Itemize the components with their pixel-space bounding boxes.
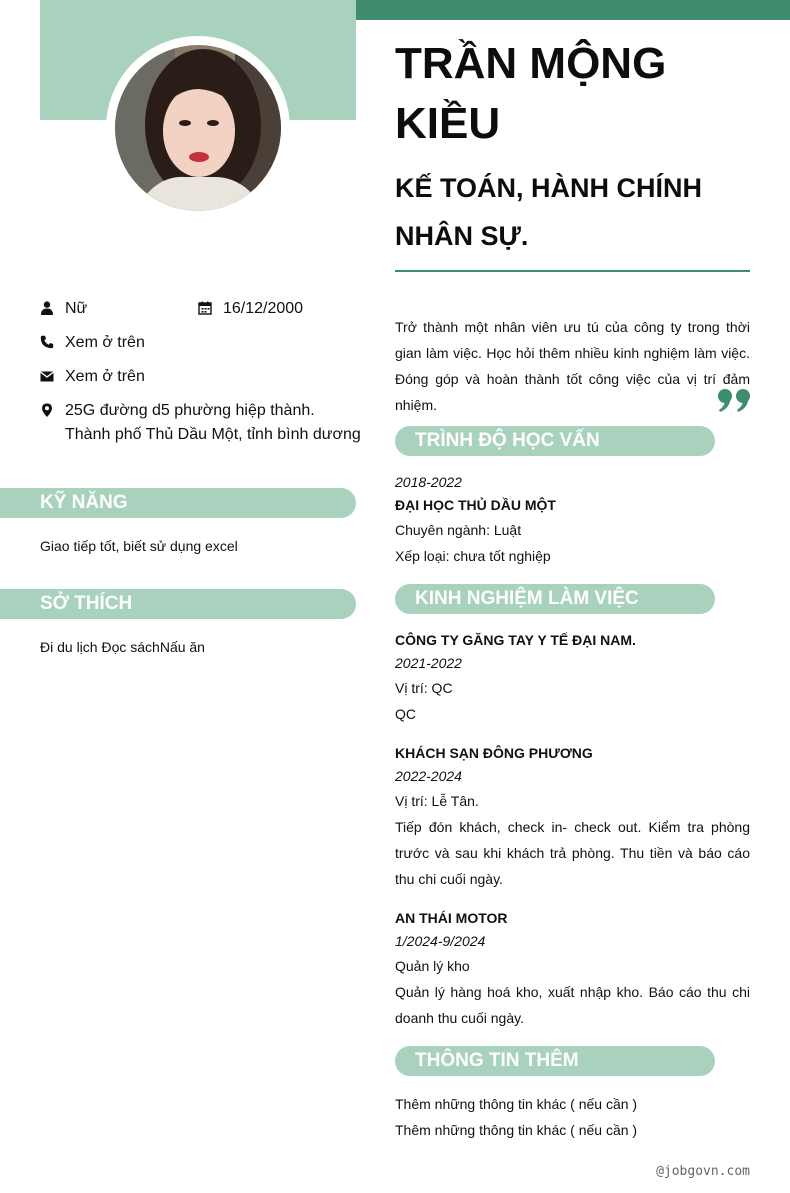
education-period: 2018-2022 [395,474,462,490]
education-rank: Xếp loại: chưa tốt nghiệp [395,548,551,564]
career-objective: Trở thành một nhân viên ưu tú của công ty trong thời gian làm việc. Học hỏi thêm nhiều kinh nghiệm làm việc. Đóng góp và hoàn thành tốt công việc của vị trí đảm nhiệm. [395,319,750,413]
candidate-name: TRẦN MỘNG KIỀU [395,39,667,148]
calendar-icon [198,301,212,315]
email-value: Xem ở trên [65,368,145,385]
additional-line: Thêm những thông tin khác ( nếu cần ) [395,1096,638,1112]
avatar-portrait [115,45,281,211]
job-period: 1/2024-9/2024 [395,933,486,949]
gender-value: Nữ [65,300,88,317]
birthday-value: 16/12/2000 [223,300,304,317]
address-line1: 25G đường d5 phường hiệp thành. [65,402,315,419]
education-major: Chuyên ngành: Luật [395,522,522,538]
job-company: KHÁCH SẠN ĐÔNG PHƯƠNG [395,745,593,761]
education-school: ĐẠI HỌC THỦ DẦU MỘT [395,497,556,513]
watermark: @jobgovn.com [656,1164,750,1179]
job-title: KẾ TOÁN, HÀNH CHÍNH NHÂN SỰ. [395,173,703,251]
hobbies-heading: SỞ THÍCH [0,589,356,619]
job-period: 2022-2024 [395,768,462,784]
job-position: Vị trí: QC [395,680,453,696]
job-position: Vị trí: Lễ Tân. [395,793,479,809]
job-description: Tiếp đón khách, check in- check out. Kiểm tra phòng trước và sau khi khách trả phòng. Thu tiền và báo cáo thu chi cuối ngày. [395,819,750,887]
job-period: 2021-2022 [395,655,462,671]
user-icon [40,301,54,315]
phone-icon [40,335,54,349]
quote-icon [716,388,752,414]
hobbies-text: Đi du lịch Đọc sáchNấu ăn [40,639,205,655]
title-divider [395,270,750,272]
job-company: AN THÁI MOTOR [395,910,508,926]
phone-value: Xem ở trên [65,334,145,351]
education-heading: TRÌNH ĐỘ HỌC VẤN [395,426,715,456]
job-company: CÔNG TY GĂNG TAY Y TẾ ĐẠI NAM. [395,632,636,648]
skills-text: Giao tiếp tốt, biết sử dụng excel [40,538,238,554]
experience-heading: KINH NGHIỆM LÀM VIỆC [395,584,715,614]
additional-line: Thêm những thông tin khác ( nếu cần ) [395,1122,638,1138]
skills-heading: KỸ NĂNG [0,488,356,518]
address-line2: Thành phố Thủ Dầu Một, tỉnh bình dương [65,426,361,443]
job-description: Quản lý hàng hoá kho, xuất nhập kho. Báo cáo thu chi doanh thu cuối ngày. [395,984,750,1026]
top-accent-bar [356,0,790,20]
additional-heading: THÔNG TIN THÊM [395,1046,715,1076]
avatar [106,36,290,220]
map-pin-icon [40,403,54,417]
job-description: QC [395,706,416,722]
job-position: Quản lý kho [395,958,470,974]
envelope-icon [40,369,54,383]
